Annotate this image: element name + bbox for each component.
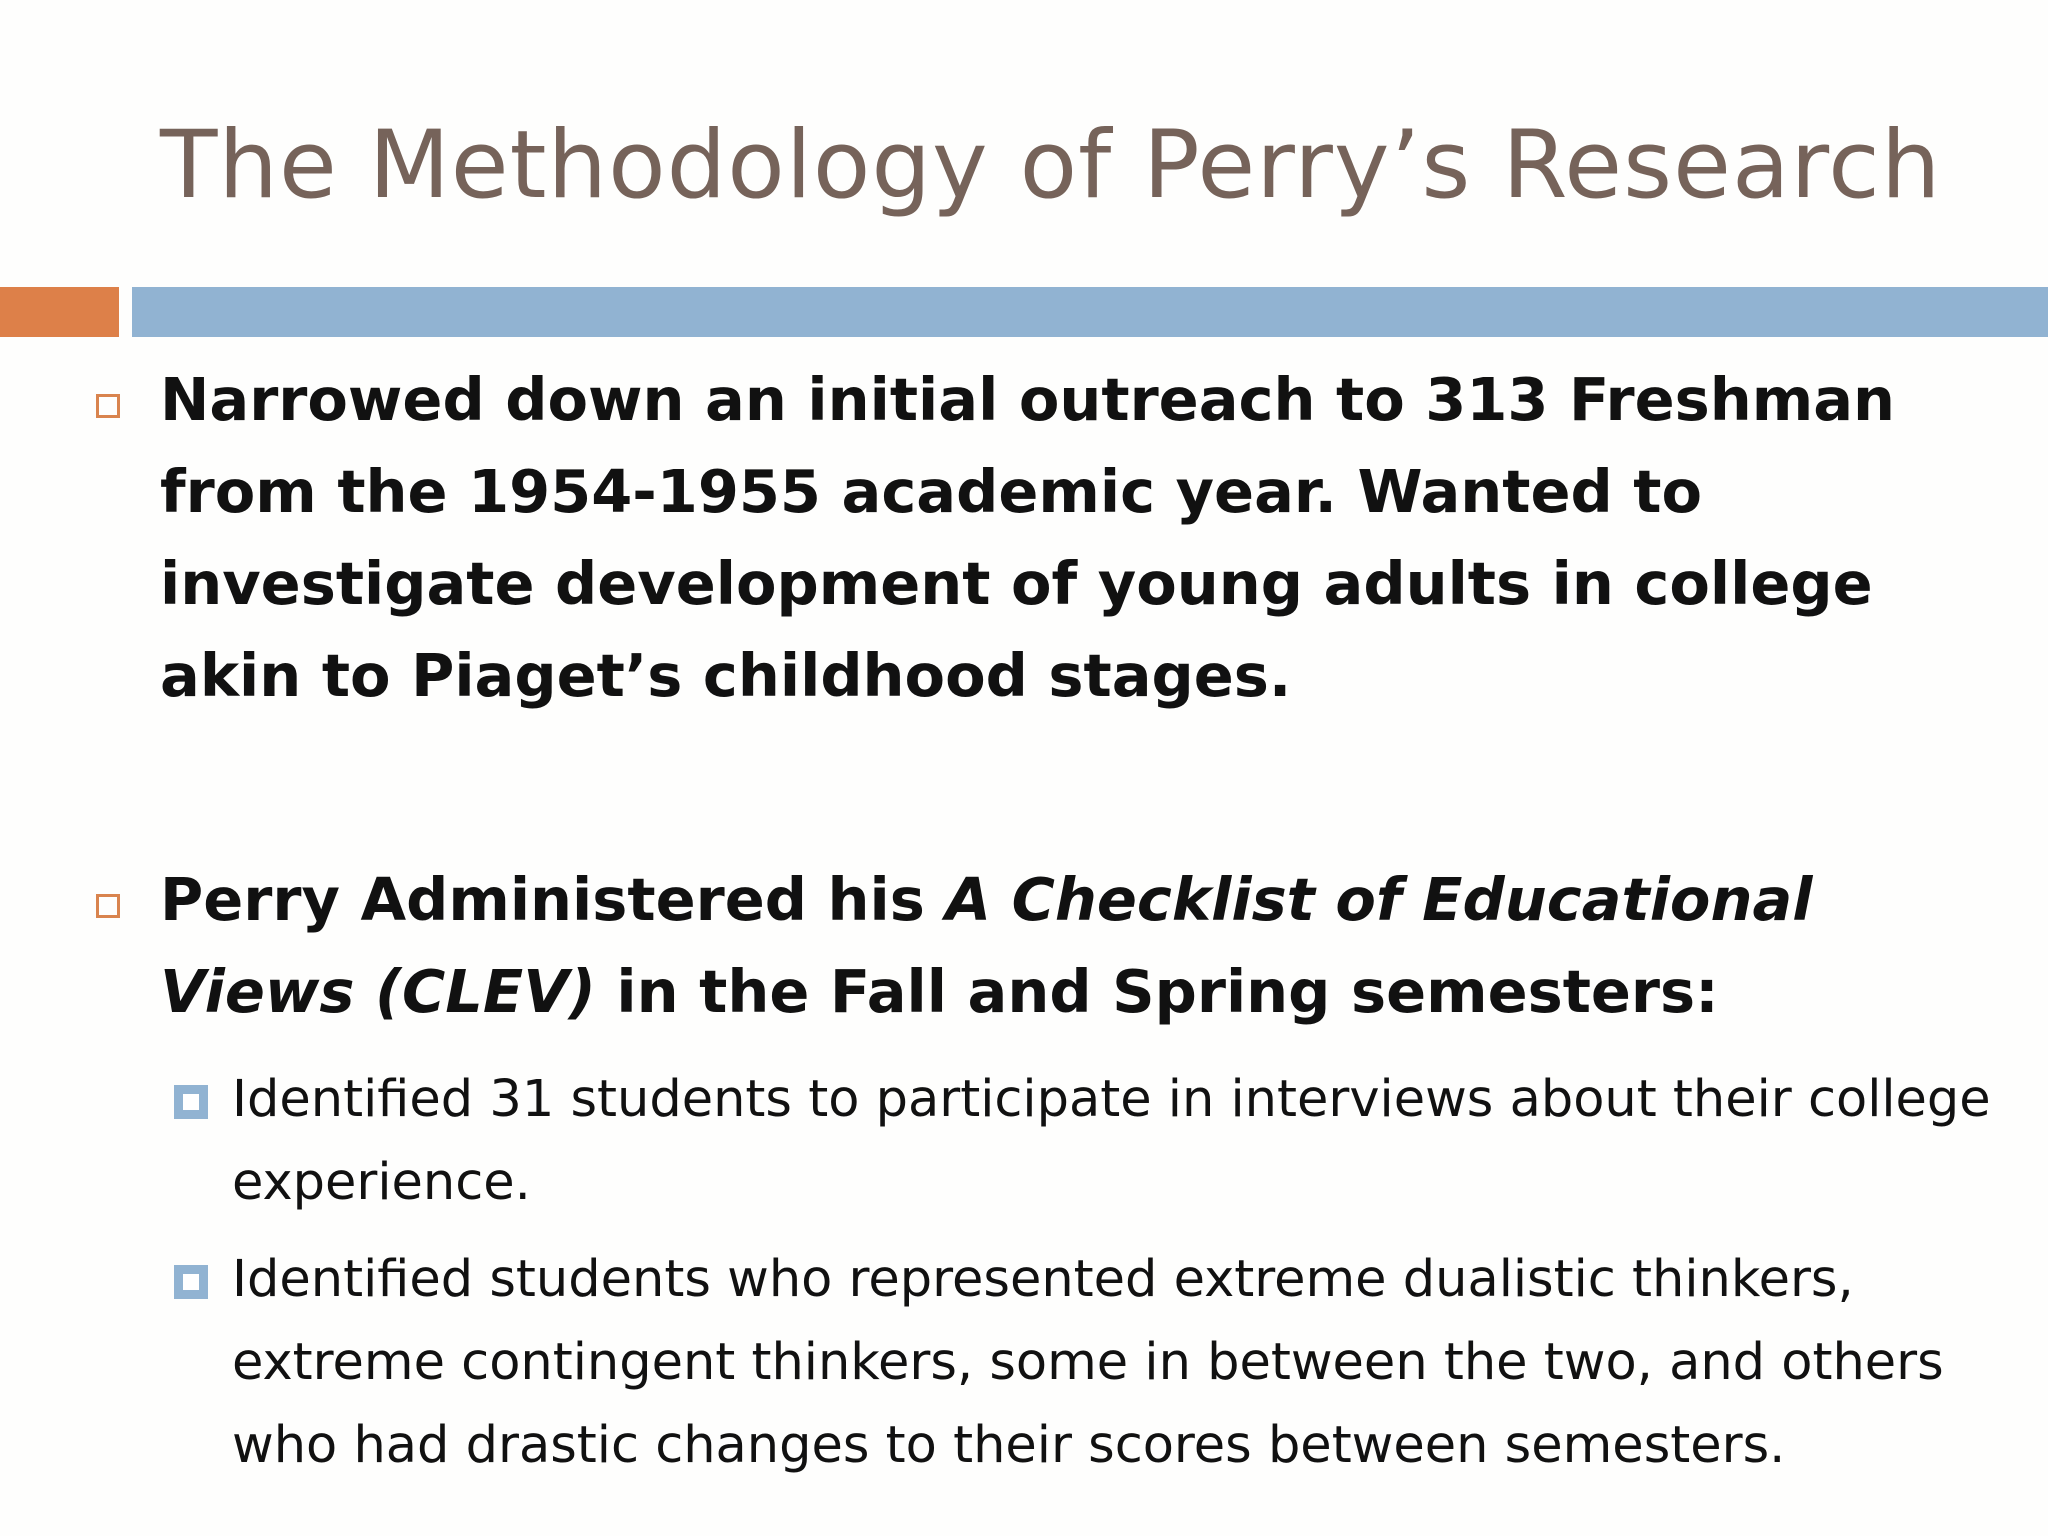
accent-bar-orange [0, 287, 119, 337]
sub-bullet-text: Identified students who represented extreme dualistic thinkers, extreme contingent thinkers, some in between the two, and others who had drastic changes to their scores between semesters. [232, 1250, 1944, 1475]
checklist-title: A Checklist of Educational Views (CLEV) [160, 865, 1813, 1026]
bullet-text-clev [160, 854, 2000, 1038]
square-bullet-icon [96, 394, 120, 418]
filled-square-bullet-icon [174, 1265, 208, 1299]
square-bullet-icon [96, 894, 120, 918]
slide-title: The Methodology of Perry’s Research [160, 111, 1942, 220]
sub-bullet-text: Identified 31 students to participate in interviews about their college experience. [232, 1070, 1991, 1212]
bullet-text-suffix: in the Fall and Spring semesters: [595, 957, 1719, 1026]
bullet-text-prefix: Perry Administered his [160, 865, 946, 934]
filled-square-bullet-icon [174, 1085, 208, 1119]
accent-bar-blue [132, 287, 2048, 337]
bullet-text-outreach: Narrowed down an initial outreach to 313 Freshman from the 1954-1955 academic year. Wanted to investigate development of young adults in college akin to Piaget’s childhood stages. [160, 365, 1896, 710]
